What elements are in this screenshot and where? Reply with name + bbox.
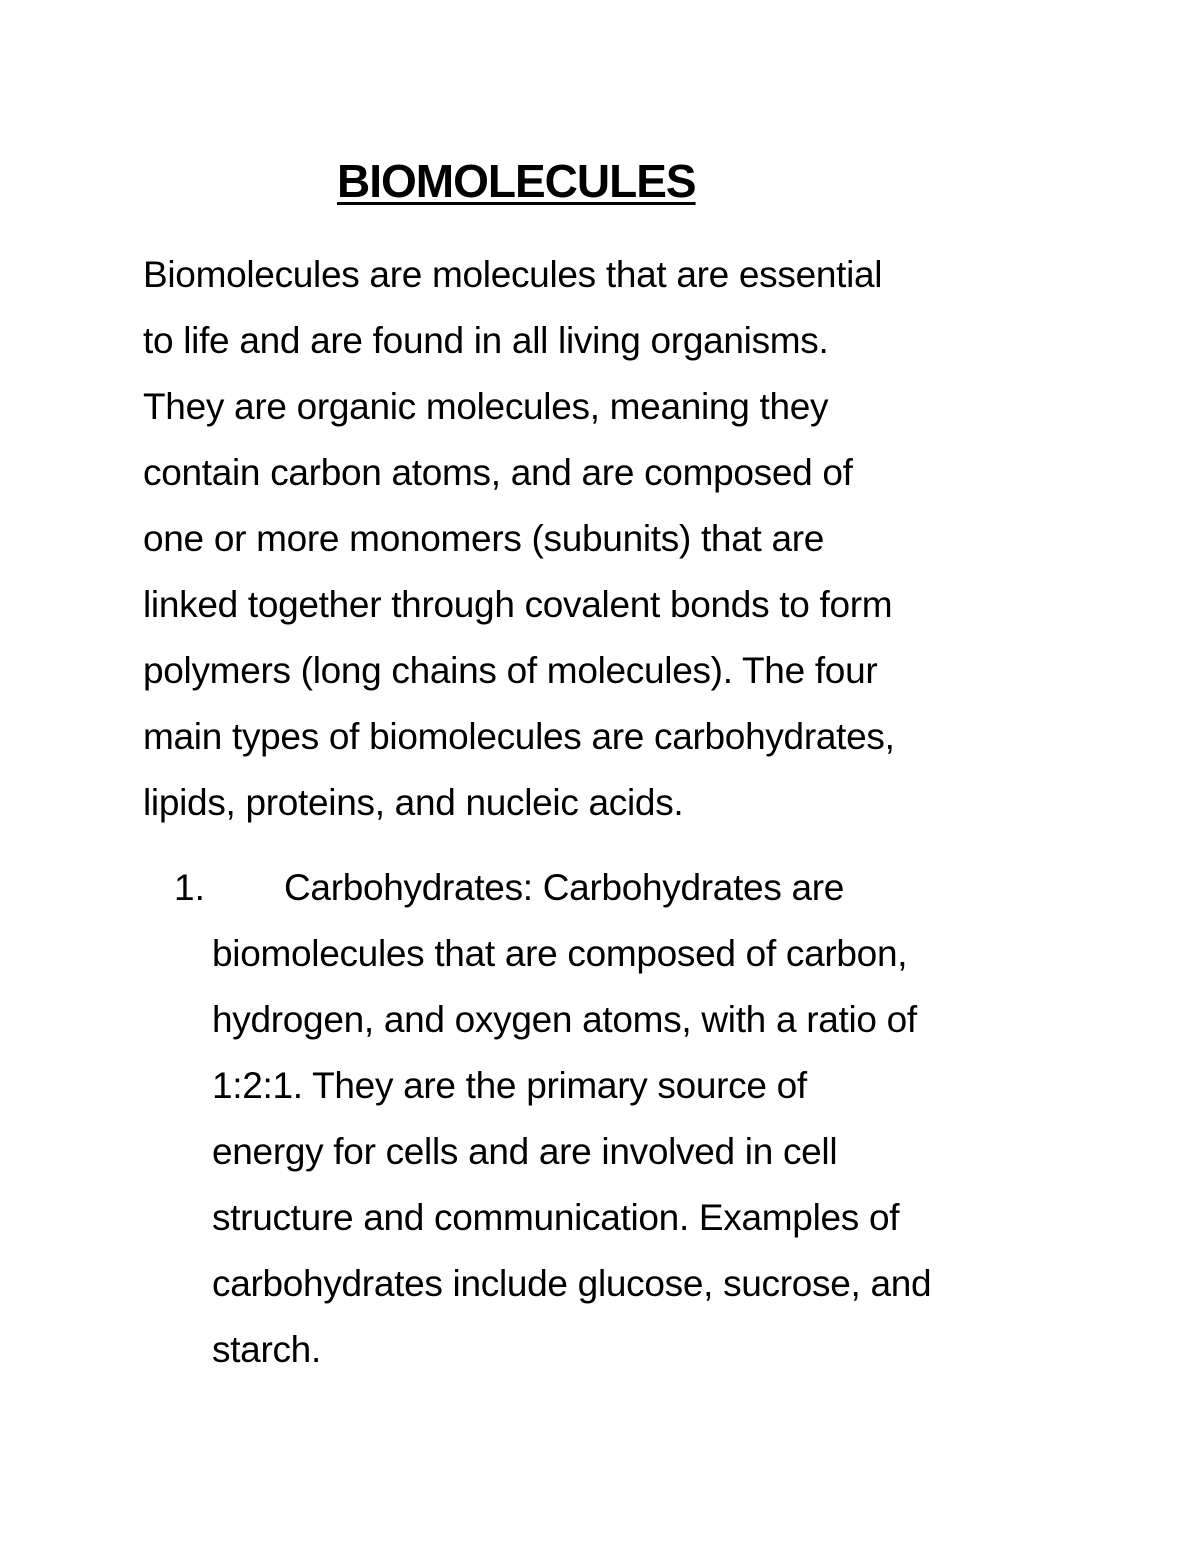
- list-item-line: starch.: [212, 1329, 321, 1370]
- intro-line: polymers (long chains of molecules). The four: [143, 650, 878, 691]
- intro-line: contain carbon atoms, and are composed of: [143, 452, 853, 493]
- list-item-line: structure and communication. Examples of: [212, 1197, 900, 1238]
- intro-line: one or more monomers (subunits) that are: [143, 518, 825, 559]
- intro-line: Biomolecules are molecules that are essential: [143, 254, 883, 295]
- intro-line: They are organic molecules, meaning they: [143, 386, 829, 427]
- list-item-line: Carbohydrates: Carbohydrates are: [284, 867, 845, 908]
- intro-line: linked together through covalent bonds to form: [143, 584, 893, 625]
- list-item-line: energy for cells and are involved in cell: [212, 1131, 838, 1172]
- intro-line: to life and are found in all living organisms.: [143, 320, 829, 361]
- list-item-line: hydrogen, and oxygen atoms, with a ratio of: [212, 999, 917, 1040]
- list-item-line: 1:2:1. They are the primary source of: [212, 1065, 807, 1106]
- list-item-line: biomolecules that are composed of carbon,: [212, 933, 908, 974]
- list-item-number: 1.: [174, 867, 205, 908]
- intro-line: lipids, proteins, and nucleic acids.: [143, 782, 684, 823]
- list-item-line: carbohydrates include glucose, sucrose, and: [212, 1263, 932, 1304]
- page-title: BIOMOLECULES: [337, 155, 696, 207]
- intro-line: main types of biomolecules are carbohydrates,: [143, 716, 895, 757]
